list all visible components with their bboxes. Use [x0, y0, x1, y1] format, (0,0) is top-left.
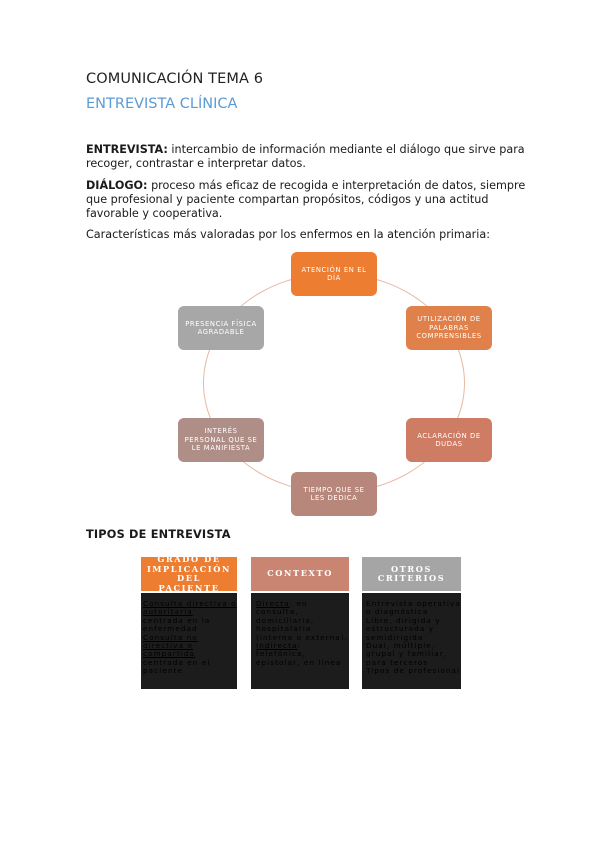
cycle-node-presencia: PRESENCIA FÍSICA AGRADABLE [178, 306, 264, 350]
cycle-node-aclaracion: ACLARACIÓN DE DUDAS [406, 418, 492, 462]
tipo-text: Libre, dirigida y estructurada y semidirigida [366, 615, 441, 642]
tipos-col-implicacion-header: GRADO DE IMPLICACIÓN DEL PACIENTE [141, 557, 237, 591]
cycle-node-interes: INTERÉS PERSONAL QUE SE LE MANIFIESTA [178, 418, 264, 462]
definition-dialogo-term: DIÁLOGO: [86, 179, 148, 192]
definition-entrevista [86, 143, 526, 171]
tipos-heading: TIPOS DE ENTREVISTA [86, 528, 231, 541]
cycle-node-utilizacion: UTILIZACIÓN DE PALABRAS COMPRENSIBLES [406, 306, 492, 350]
cycle-node-atencion: ATENCIÓN EN EL DÍA [291, 252, 377, 296]
definition-dialogo [86, 179, 526, 221]
tipo-text: : telefónica, epistolar, en línea [256, 641, 342, 667]
page-title: COMUNICACIÓN TEMA 6 [86, 71, 264, 87]
tipos-col-otros-header: OTROS CRITERIOS [362, 557, 461, 591]
page-subtitle: ENTREVISTA CLÍNICA [86, 96, 238, 112]
tipo-term: Consulta no directiva o compartida [143, 632, 198, 659]
tipo-text: centrada en la enfermedad [143, 615, 211, 634]
tipo-text: centrada en el paciente [143, 657, 211, 676]
definition-entrevista-term: ENTREVISTA: [86, 143, 168, 156]
tipos-col-implicacion-text [143, 600, 237, 676]
tipo-term: Consulta directiva o autoritaria [143, 599, 237, 617]
tipo-text: Entrevista operativa o diagnóstica [366, 599, 461, 617]
tipo-term: Directa [256, 599, 290, 608]
tipos-col-contexto-text [256, 600, 349, 667]
tipo-text: Dual, múltiple, grupal y familiar, para terceros [366, 641, 448, 667]
tipos-col-otros-text [366, 600, 461, 676]
cycle-node-tiempo: TIEMPO QUE SE LES DEDICA [291, 472, 377, 516]
tipos-col-contexto-header: CONTEXTO [251, 557, 349, 591]
definition-entrevista-text: intercambio de información mediante el diálogo que sirve para recoger, contrastar e interpretar datos. [86, 143, 525, 170]
tipo-term: Indirecta [256, 641, 298, 651]
tipo-text: Tipos de profesional [366, 666, 461, 676]
caracteristicas-intro: Características más valoradas por los enfermos en la atención primaria: [86, 228, 491, 241]
definition-dialogo-text: proceso más eficaz de recogida e interpretación de datos, siempre que profesional y paciente compartan propósitos, códigos y una actitud favorable y cooperativa. [86, 179, 526, 220]
tipo-text: : en consulta, domiciliaria, hospitalaria (interna o externa). [256, 599, 349, 642]
